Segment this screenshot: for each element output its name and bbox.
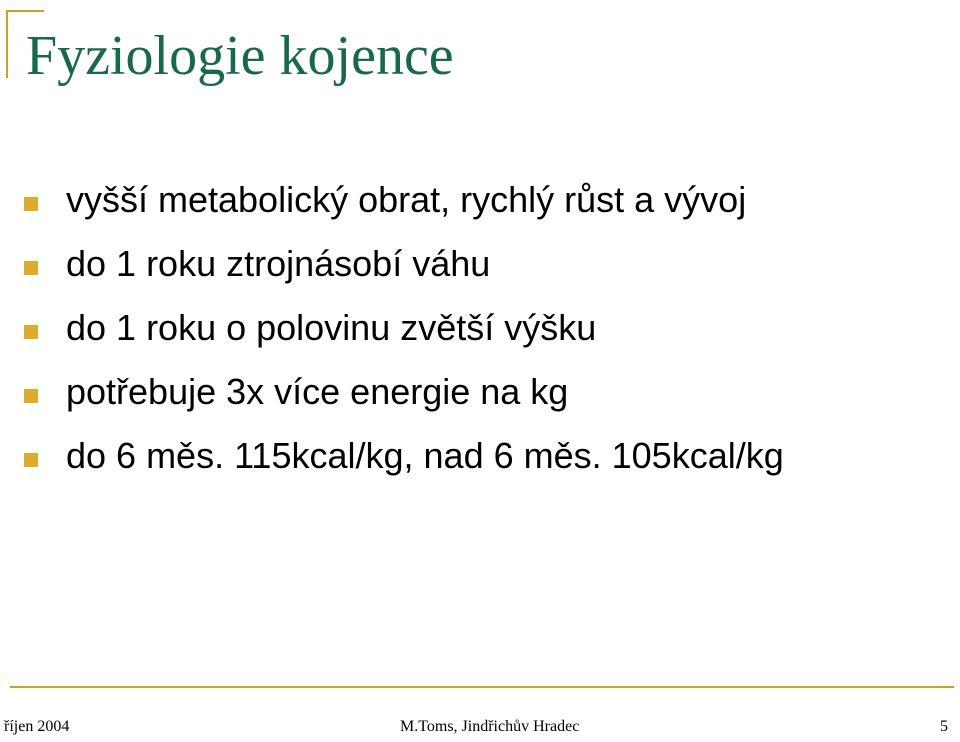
footer-author: M.Toms, Jindřichův Hradec [400,718,580,735]
square-bullet-icon [24,325,38,339]
bullet-item [24,296,784,360]
bullet-item [24,424,784,488]
square-bullet-icon [24,261,38,275]
bullet-text: do 1 roku o polovinu zvětší výšku [66,307,597,348]
bullet-list [24,168,784,488]
footer-divider [10,686,954,688]
bullet-item [24,168,784,232]
bullet-item [24,232,784,296]
bullet-text: do 1 roku ztrojnásobí váhu [66,243,491,284]
bullet-text: vyšší metabolický obrat, rychlý růst a vývoj [66,179,747,220]
bullet-text: potřebuje 3x více energie na kg [66,371,569,412]
page-number: 5 [940,718,948,735]
footer-date: říjen 2004 [4,718,70,735]
square-bullet-icon [24,389,38,403]
slide-title: Fyziologie kojence [26,25,454,87]
bullet-item [24,360,784,424]
bullet-text: do 6 měs. 115kcal/kg, nad 6 měs. 105kcal/kg [66,435,784,476]
square-bullet-icon [24,453,38,467]
square-bullet-icon [24,197,38,211]
